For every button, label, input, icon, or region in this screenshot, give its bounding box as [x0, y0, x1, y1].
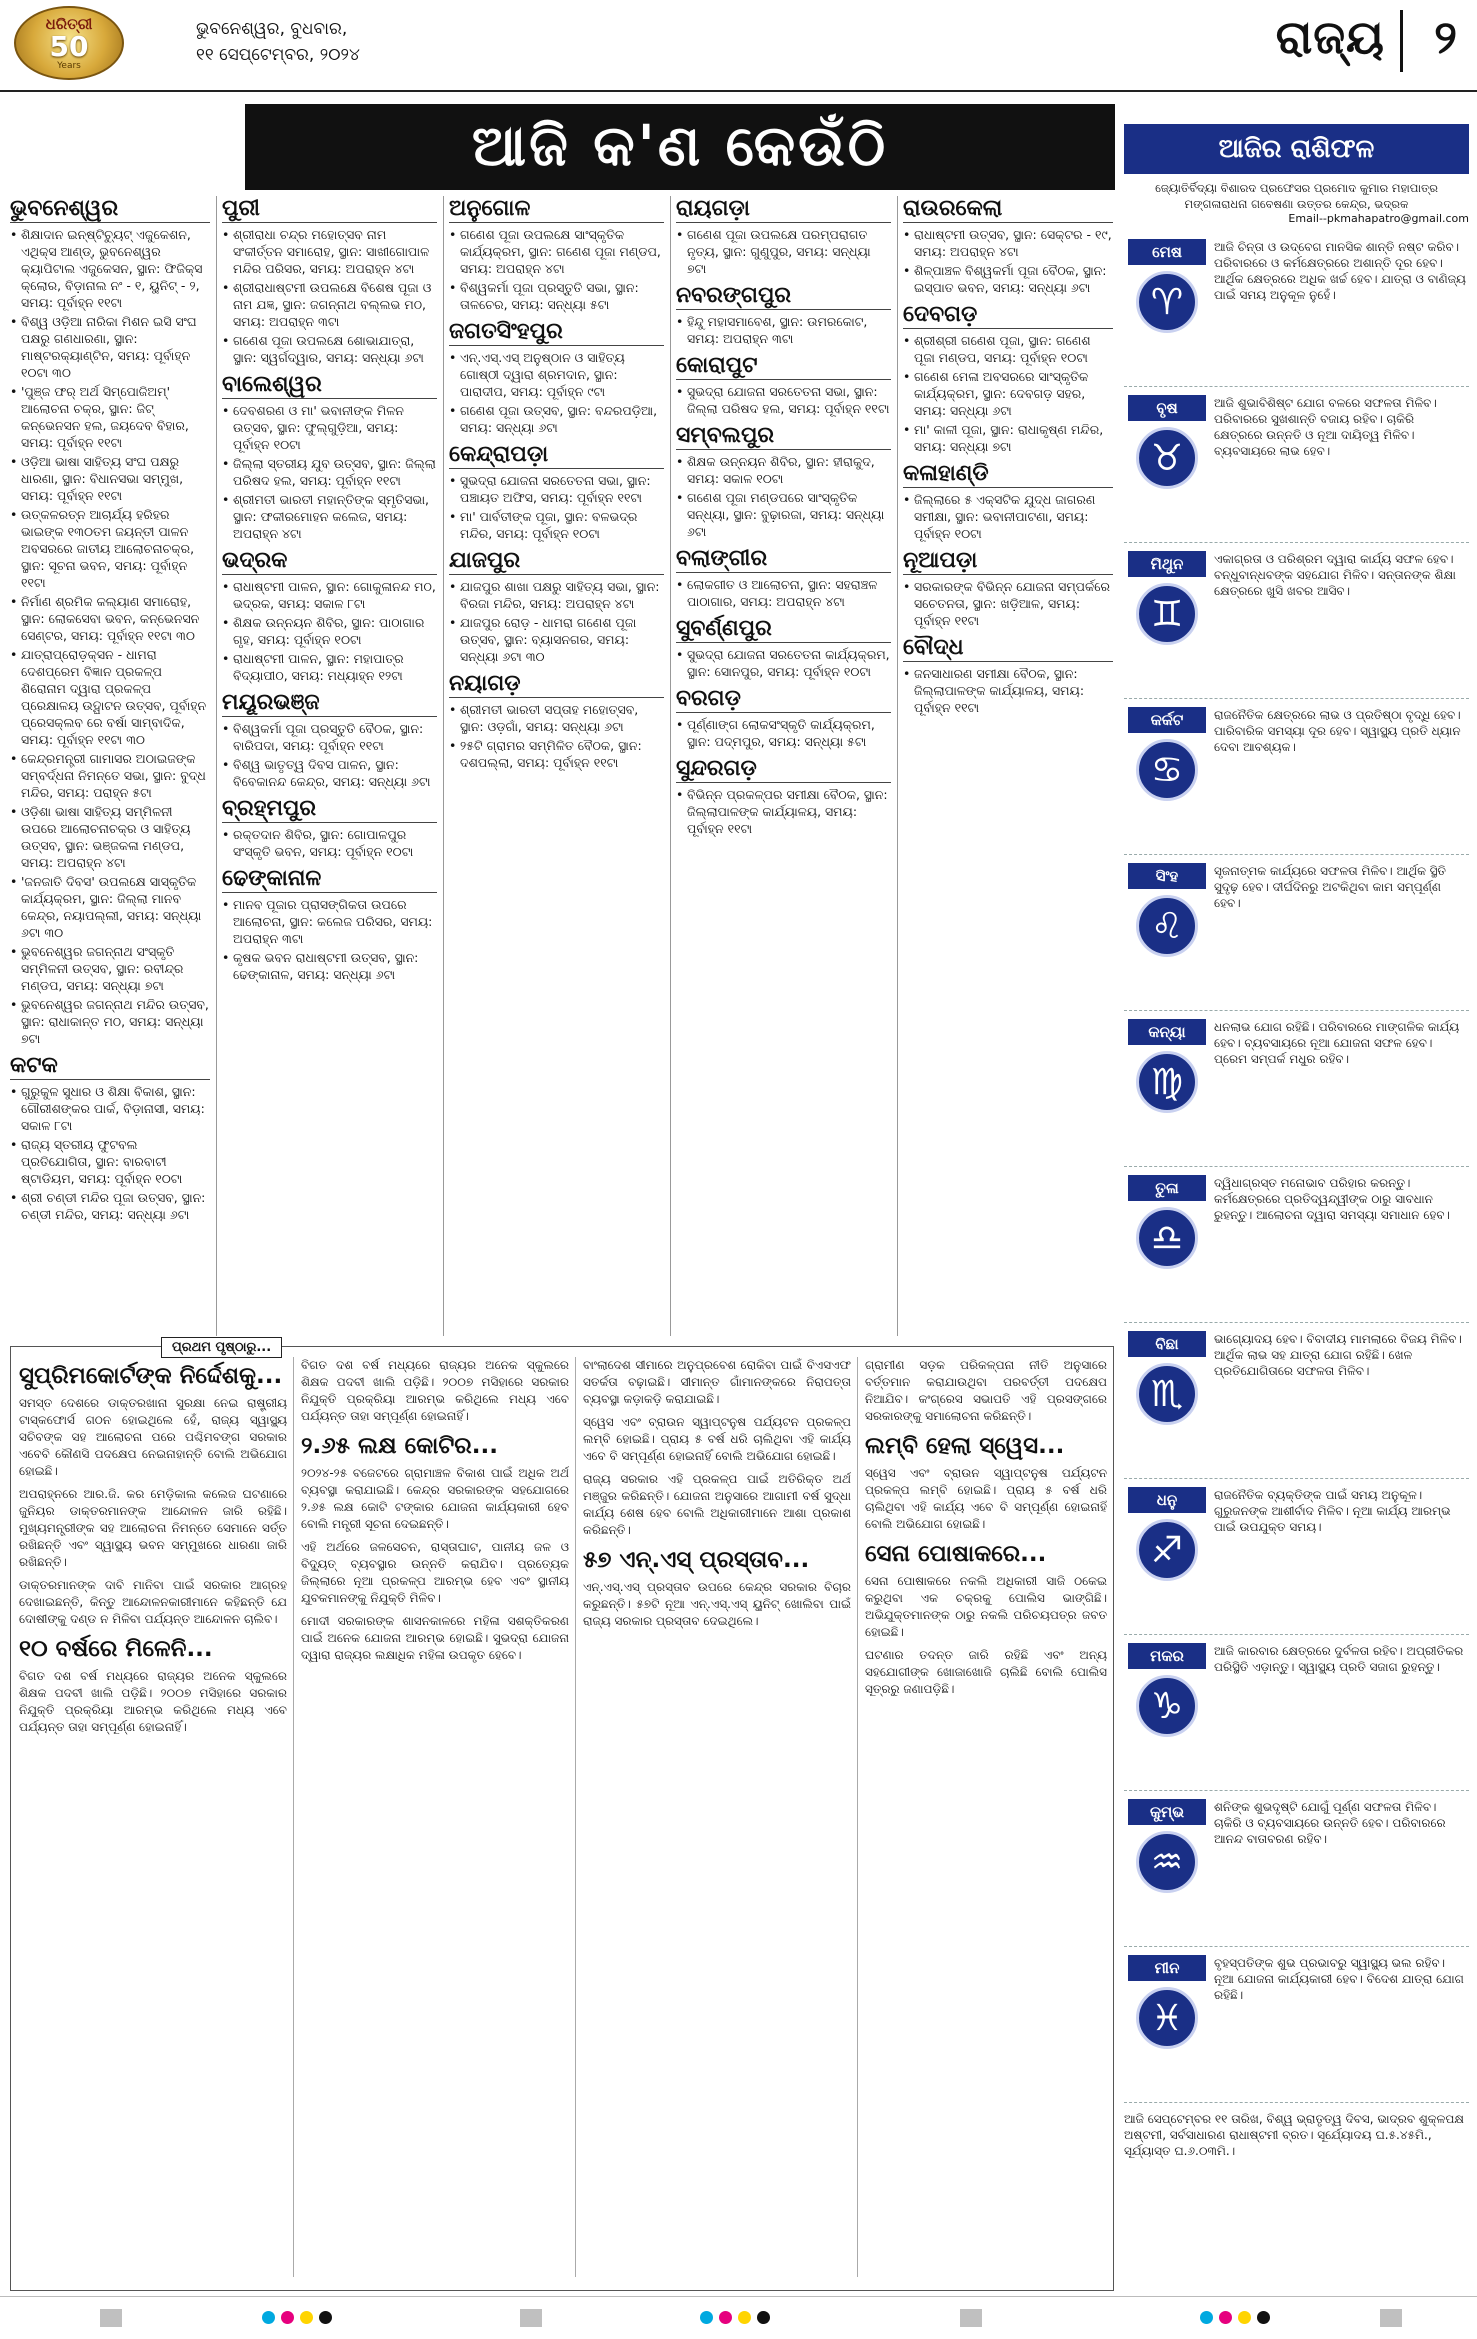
- event-list: [676, 313, 891, 347]
- event-list: [222, 896, 437, 983]
- horoscope-sign-row: [1124, 1323, 1469, 1479]
- event-list: [903, 332, 1113, 455]
- capricorn-icon: ♑: [1136, 1675, 1198, 1737]
- district-block: [449, 319, 664, 436]
- event-list: [10, 226, 210, 1047]
- story-column-3: [583, 1357, 851, 2277]
- event-list: [903, 665, 1113, 716]
- newspaper-logo: [14, 6, 124, 80]
- event-list: [222, 720, 437, 790]
- district-heading: ବଲାଙ୍ଗୀର: [676, 546, 891, 573]
- story-paragraph: ବିଗତ ଦଶ ବର୍ଷ ମଧ୍ୟରେ ରାଜ୍ୟର ଅନେକ ସ୍କୁଲରେ ଶିକ୍ଷକ ପଦବୀ ଖାଲି ପଡ଼ିଛି। ୨୦୦୭ ମସିହାରେ ସରକାର ନିଯୁକ୍ତି ପ୍ରକ୍ରିୟା ଆରମ୍ଭ କରିଥିଲେ ମଧ୍ୟ ଏବେ ପର୍ଯ୍ୟନ୍ତ ତାହା ସମ୍ପୂର୍ଣ୍ଣ ହୋଇନାହିଁ।: [301, 1358, 569, 1423]
- event-list: [903, 226, 1113, 296]
- district-heading: କଳାହାଣ୍ଡି: [903, 461, 1113, 488]
- district-block: [222, 196, 437, 366]
- registration-mark: [1380, 2309, 1402, 2327]
- headline-ten-years: ୧୦ ବର୍ଷରେ ମିଳେନି...: [19, 1636, 213, 1662]
- event-item: • ଭୁବନେଶ୍ୱର ଜଗନ୍ନାଥ ମନ୍ଦିର ଉତ୍ସବ, ସ୍ଥାନ: ରାଧାକାନ୍ତ ମଠ, ସମୟ: ସନ୍ଧ୍ୟା ୭ଟା: [10, 996, 210, 1047]
- event-item: • ମା' ପାର୍ବତୀଙ୍କ ପୂଜା, ସ୍ଥାନ: ବଳଭଦ୍ର ମନ୍ଦିର, ସମୟ: ପୂର୍ବାହ୍ନ ୧୦ଟା: [449, 508, 664, 542]
- logo-years: Years: [57, 61, 81, 71]
- event-list: [676, 226, 891, 277]
- district-block: [676, 283, 891, 347]
- cmyk-dots: [700, 2311, 770, 2324]
- story-paragraph: ବିଗତ ଦଶ ବର୍ଷ ମଧ୍ୟରେ ରାଜ୍ୟର ଅନେକ ସ୍କୁଲରେ ଶିକ୍ଷକ ପଦବୀ ଖାଲି ପଡ଼ିଛି। ୨୦୦୭ ମସିହାରେ ସରକାର ନିଯୁକ୍ତି ପ୍ରକ୍ରିୟା ଆରମ୍ଭ କରିଥିଲେ ମଧ୍ୟ ଏବେ ପର୍ଯ୍ୟନ୍ତ ତାହା ସମ୍ପୂର୍ଣ୍ଣ ହୋଇନାହିଁ।: [19, 1669, 287, 1734]
- sign-prediction: ଆଜି କାରବାର କ୍ଷେତ୍ରରେ ଦୁର୍ବଳତା ରହିବ। ଅପ୍ରୀତିକର ପରିସ୍ଥିତି ଏଡ଼ାନ୍ତୁ। ସ୍ୱାସ୍ଥ୍ୟ ପ୍ରତି ସଜାଗ ରୁହନ୍ତୁ।: [1214, 1644, 1464, 1674]
- district-block: [676, 423, 891, 540]
- district-heading: ଯାଜପୁର: [449, 548, 664, 575]
- event-list: [222, 402, 437, 542]
- astrologer-email: Email--pkmahapatro@gmail.com: [1288, 212, 1469, 225]
- event-item: • ହିନ୍ଦୁ ମହାସମାବେଶ, ସ୍ଥାନ: ଉମରକୋଟ, ସମୟ: ଅପରାହ୍ନ ୩ଟା: [676, 313, 891, 347]
- event-list: [676, 646, 891, 680]
- sign-name-label: ମିଥୁନ: [1128, 551, 1206, 577]
- sign-name-label: ତୁଳା: [1128, 1175, 1206, 1201]
- event-item: • ନିର୍ମାଣ ଶ୍ରମିକ କଲ୍ୟାଣ ସମାରୋହ, ସ୍ଥାନ: ଲୋକସେବା ଭବନ, କନ୍ଭେନସନ ସେଣ୍ଟର, ସମୟ: ପୂର୍ବାହ୍ନ ୧୧ଟା ୩୦: [10, 593, 210, 644]
- taurus-icon: ♉: [1136, 427, 1198, 489]
- district-block: [222, 548, 437, 684]
- district-heading: ନୟାଗଡ଼: [449, 671, 664, 698]
- district-block: [676, 353, 891, 417]
- event-item: • କେନ୍ଦ୍ରମନ୍ତ୍ରୀ ଗାମାସର ଅଠାଇଜଙ୍କ ସମ୍ବର୍ଦ୍ଧନା ନିମନ୍ତେ ସଭା, ସ୍ଥାନ: ବୁଦ୍ଧ ମନ୍ଦିର, ସମୟ: ପରାହ୍ନ ୫ଟା: [10, 750, 210, 801]
- event-item: • ଗଣେଶ ପୂଜା ଉପଲକ୍ଷେ ପରମ୍ପରାଗତ ନୃତ୍ୟ, ସ୍ଥାନ: ଗୁଣୁପୁର, ସମୟ: ସନ୍ଧ୍ୟା ୭ଟା: [676, 226, 891, 277]
- district-heading: ଢେଙ୍କାନାଳ: [222, 866, 437, 893]
- district-heading: ସୁନ୍ଦରଗଡ଼: [676, 756, 891, 783]
- sign-name-label: କୁମ୍ଭ: [1128, 1799, 1206, 1825]
- horoscope-sign-row: [1124, 855, 1469, 1011]
- column-divider: [670, 196, 671, 1336]
- page-number: ୨: [1434, 10, 1457, 64]
- sign-name-label: ମକର: [1128, 1643, 1206, 1669]
- color-swatch: [757, 2311, 770, 2324]
- event-list: [903, 578, 1113, 629]
- event-item: • ଶିକ୍ଷାଦାନ ଇନ୍ଷ୍ଟିଚ୍ୟୁଟ୍ ଏଜୁକେଶନ, ଏଥିକ୍ସ ଆଣ୍ଡ୍, ଭୁବନେଶ୍ୱର କ୍ୟାପିଟାଲ ଏଜୁକେସନ, ସ୍ଥାନ: ଫିଜିକ୍ସ କ୍ଲୋର, ବିଡ଼ାନାଲ ନଂ - ୧, ୟୁନିଟ୍ - ୨, ସମୟ: ପୂର୍ବାହ୍ନ ୧୧ଟା: [10, 226, 210, 311]
- story-paragraph: ଡାକ୍ତରମାନଙ୍କ ଦାବି ମାନିବା ପାଇଁ ସରକାର ଆଗ୍ରହ ଦେଖାଇଛନ୍ତି, କିନ୍ତୁ ଆନ୍ଦୋଳନକାରୀମାନେ କହିଛନ୍ତି ଯେ ଦୋଷୀଙ୍କୁ ଦଣ୍ଡ ନ ମିଳିବା ପର୍ଯ୍ୟନ୍ତ ଆନ୍ଦୋଳନ ଚାଲିବ।: [19, 1578, 287, 1626]
- event-item: • ଗଣେଶ ପୂଜା ଉପଲକ୍ଷେ ଶୋଭାଯାତ୍ରା, ସ୍ଥାନ: ସ୍ୱର୍ଗଦ୍ୱାର, ସମୟ: ସନ୍ଧ୍ୟା ୬ଟା: [222, 332, 437, 366]
- district-block: [676, 756, 891, 837]
- sign-name-label: ବିଛା: [1128, 1331, 1206, 1357]
- event-item: • ରାଧାଷ୍ଟମୀ ଉତ୍ସବ, ସ୍ଥାନ: ସେକ୍ଟର - ୧୯, ସମୟ: ଅପରାହ୍ନ ୪ଟା: [903, 226, 1113, 260]
- event-item: • ଦେବଶରଣ ଓ ମା' ଭବାନୀଙ୍କ ମିଳନ ଉତ୍ସବ, ସ୍ଥାନ: ଫୁଲ୍ଗୁଡ଼ିଆ, ସମୟ: ପୂର୍ବାହ୍ନ ୧୦ଟା: [222, 402, 437, 453]
- pisces-icon: ♓: [1136, 1987, 1198, 2049]
- event-list: [676, 383, 891, 417]
- district-heading: ଅନୁଗୋଳ: [449, 196, 664, 223]
- cmyk-dots: [1200, 2311, 1270, 2324]
- color-swatch: [300, 2311, 313, 2324]
- district-block: [222, 866, 437, 983]
- print-footer: [0, 2296, 1477, 2339]
- event-item: • ରାଧାଷ୍ଟମୀ ପାଳନ, ସ୍ଥାନ: ଗୋକୁଳାନନ୍ଦ ମଠ, ଭଦ୍ରକ, ସମୟ: ସକାଳ ୮ଟା: [222, 578, 437, 612]
- district-heading: ବାଲେଶ୍ୱର: [222, 372, 437, 399]
- event-list: [222, 226, 437, 366]
- event-list: [222, 578, 437, 684]
- event-item: • ଗଣେଶ ପୂଜା ଉପଲକ୍ଷେ ସାଂସ୍କୃତିକ କାର୍ଯ୍ୟକ୍ରମ, ସ୍ଥାନ: ଗଣେଶ ପୂଜା ମଣ୍ଡପ, ସମୟ: ଅପରାହ୍ନ ୪ଟା: [449, 226, 664, 277]
- horoscope-sign-row: [1124, 543, 1469, 699]
- event-item: • ଶିକ୍ଷକ ଉନ୍ନୟନ ଶିବିର, ସ୍ଥାନ: ପାଠାଗାର ଗୃହ, ସମୟ: ପୂର୍ବାହ୍ନ ୧୦ଟା: [222, 614, 437, 648]
- event-item: • ରକ୍ତଦାନ ଶିବିର, ସ୍ଥାନ: ଗୋପାଳପୁର ସଂସ୍କୃତି ଭବନ, ସମୟ: ପୂର୍ବାହ୍ନ ୧୦ଟା: [222, 826, 437, 860]
- event-item: • ଗଣେଶ ମେଳା ଅବସରରେ ସାଂସ୍କୃତିକ କାର୍ଯ୍ୟକ୍ରମ, ସ୍ଥାନ: ଦେବଗଡ଼ ସହର, ସମୟ: ସନ୍ଧ୍ୟା ୬ଟା: [903, 368, 1113, 419]
- color-swatch: [700, 2311, 713, 2324]
- event-item: • ସୁଭଦ୍ରା ଯୋଜନା ସରତେତନା ସଭା, ସ୍ଥାନ: ପଞ୍ଚାୟତ ଅଫିସ, ସମୟ: ପୂର୍ବାହ୍ନ ୧୧ଟା: [449, 472, 664, 506]
- events-banner: ଆଜି କ'ଣ କେଉଁଠି: [245, 104, 1115, 190]
- event-item: • ୨୫ଟି ଗ୍ରାମର ସମ୍ମିଳିତ ବୈଠକ, ସ୍ଥାନ: ଦଶପଲ୍ଲା, ସମୟ: ପୂର୍ବାହ୍ନ ୧୧ଟା: [449, 737, 664, 771]
- aquarius-icon: ♒: [1136, 1831, 1198, 1893]
- event-list: [449, 349, 664, 436]
- sign-name-label: ଧନୁ: [1128, 1487, 1206, 1513]
- story-paragraph: ମୋଦୀ ସରକାରଙ୍କ ଶାସନକାଳରେ ମହିଳା ସଶକ୍ତିକରଣ ପାଇଁ ଅନେକ ଯୋଜନା ଆରମ୍ଭ ହୋଇଛି। ସୁଭଦ୍ରା ଯୋଜନା ଦ୍ୱାରା ରାଜ୍ୟର ଲକ୍ଷାଧିକ ମହିଳା ଉପକୃତ ହେବେ।: [301, 1614, 569, 1662]
- district-heading: ବରଗଡ଼: [676, 686, 891, 713]
- headline-army-uniform: ସେନା ପୋଷାକରେ...: [865, 1541, 1047, 1567]
- story-column-1: [19, 1357, 287, 2277]
- sign-prediction: ସୃଜନାତ୍ମକ କାର୍ଯ୍ୟରେ ସଫଳତା ମିଳିବ। ଆର୍ଥିକ ସ୍ଥିତି ସୁଦୃଢ଼ ହେବ। ଦୀର୍ଘଦିନରୁ ଅଟକିଥିବା କାମ ସମ୍ପୂର୍ଣ୍ଣ ହେବ।: [1214, 864, 1446, 910]
- event-item: • ବିଶ୍ୱକର୍ମା ପୂଜା ପ୍ରସ୍ତୁତି ସଭା, ସ୍ଥାନ: ତାଳଚେର, ସମୟ: ସନ୍ଧ୍ୟା ୫ଟା: [449, 279, 664, 313]
- libra-icon: ♎: [1136, 1207, 1198, 1269]
- sign-name-label: ବୃଷ: [1128, 395, 1206, 421]
- story-paragraph: ବାଂଲାଦେଶ ସୀମାରେ ଅନୁପ୍ରବେଶ ରୋକିବା ପାଇଁ ବିଏସଏଫ ସତର୍କତା ବଢ଼ାଇଛି। ସୀମାନ୍ତ ଗାଁମାନଙ୍କରେ ନିରାପତ୍ତା ବ୍ୟବସ୍ଥା କଡ଼ାକଡ଼ି କରାଯାଇଛି।: [583, 1358, 851, 1406]
- district-block: [676, 686, 891, 750]
- color-swatch: [1219, 2311, 1232, 2324]
- header-divider: [1400, 10, 1403, 72]
- story-paragraph: ଗ୍ରାମୀଣ ସଡ଼କ ପରିକଳ୍ପନା ନୀତି ଅନୁସାରେ ବର୍ତ୍ତମାନ କରାଯାଉଥିବା ପରବର୍ତ୍ତୀ ପଦକ୍ଷେପ ନିଆଯିବ। କଂଗ୍ରେସ ସଭାପତି ଏହି ପ୍ରସଙ୍ଗରେ ସରକାରଙ୍କୁ ସମାଲୋଚନା କରିଛନ୍ତି।: [865, 1358, 1107, 1423]
- event-item: • ଯାଜପୁର ଶାଖା ପକ୍ଷରୁ ସାହିତ୍ୟ ସଭା, ସ୍ଥାନ: ବିରଜା ମନ୍ଦିର, ସମୟ: ଅପରାହ୍ନ ୪ଟା: [449, 578, 664, 612]
- event-item: • ଶ୍ରୀମତୀ ଭାରତୀ ସପ୍ତାହ ମହୋତ୍ସବ, ସ୍ଥାନ: ଓଡ଼ଗାଁ, ସମୟ: ସନ୍ଧ୍ୟା ୬ଟା: [449, 701, 664, 735]
- events-column-1: [10, 196, 210, 1336]
- district-block: [903, 548, 1113, 629]
- column-divider: [897, 196, 898, 1336]
- district-block: [903, 196, 1113, 296]
- horoscope-sign-row: [1124, 1947, 1469, 2103]
- event-item: • ଶିଳ୍ପାଞ୍ଚଳ ବିଶ୍ୱକର୍ମା ପୂଜା ବୈଠକ, ସ୍ଥାନ: ଇସ୍ପାତ ଭବନ, ସମୟ: ସନ୍ଧ୍ୟା ୬ଟା: [903, 262, 1113, 296]
- color-swatch: [1257, 2311, 1270, 2324]
- district-block: [903, 635, 1113, 716]
- sign-prediction: ରାଜନୈତିକ କ୍ଷେତ୍ରରେ ଲାଭ ଓ ପ୍ରତିଷ୍ଠା ବୃଦ୍ଧି ହେବ। ପାରିବାରିକ ସମସ୍ୟା ଦୂର ହେବ। ସ୍ୱାସ୍ଥ୍ୟ ପ୍ରତି ଧ୍ୟାନ ଦେବା ଆବଶ୍ୟକ।: [1214, 708, 1461, 754]
- event-item: • ଶ୍ରୀ ଚଣ୍ଡୀ ମନ୍ଦିର ପୂଜା ଉତ୍ସବ, ସ୍ଥାନ: ଚଣ୍ଡୀ ମନ୍ଦିର, ସମୟ: ସନ୍ଧ୍ୟା ୬ଟା: [10, 1189, 210, 1223]
- story-divider: [293, 1357, 294, 2277]
- district-block: [449, 671, 664, 771]
- district-block: [676, 546, 891, 610]
- logo-anniversary-number: 50: [49, 30, 89, 63]
- event-list: [10, 1083, 210, 1223]
- registration-mark: [520, 2309, 542, 2327]
- color-swatch: [1200, 2311, 1213, 2324]
- event-list: [676, 576, 891, 610]
- district-block: [222, 796, 437, 860]
- story-paragraph: ଘଟଣାର ତଦନ୍ତ ଜାରି ରହିଛି ଏବଂ ଅନ୍ୟ ସହଯୋଗୀଙ୍କ ଖୋଜାଖୋଜି ଚାଲିଛି ବୋଲି ପୋଲିସ ସୂତ୍ରରୁ ଜଣାପଡ଼ିଛି।: [865, 1648, 1107, 1696]
- horoscope-sign-row: [1124, 699, 1469, 855]
- page-header: [0, 0, 1477, 92]
- sagittarius-icon: ♐: [1136, 1519, 1198, 1581]
- district-block: [10, 1053, 210, 1223]
- sign-name-label: ସିଂହ: [1128, 863, 1206, 889]
- event-item: • ବିଶ୍ୱ ଭାତୃତ୍ୱ ଦିବସ ପାଳନ, ସ୍ଥାନ: ବିବେକାନନ୍ଦ କେନ୍ଦ୍ର, ସମୟ: ସନ୍ଧ୍ୟା ୬ଟା: [222, 756, 437, 790]
- event-item: • ଗଣେଶ ପୂଜା ଉତ୍ସବ, ସ୍ଥାନ: ବନ୍ଦରପଡ଼ିଆ, ସମୟ: ସନ୍ଧ୍ୟା ୬ଟା: [449, 402, 664, 436]
- event-item: • ବିଭିନ୍ନ ପ୍ରକଳ୍ପର ସମୀକ୍ଷା ବୈଠକ, ସ୍ଥାନ: ଜିଲ୍ଲାପାଳଙ୍କ କାର୍ଯ୍ୟାଳୟ, ସମୟ: ପୂର୍ବାହ୍ନ ୧୧ଟା: [676, 786, 891, 837]
- horoscope-sign-row: [1124, 1635, 1469, 1791]
- district-block: [903, 302, 1113, 455]
- district-heading: କୋରାପୁଟ: [676, 353, 891, 380]
- virgo-icon: ♍: [1136, 1051, 1198, 1113]
- color-swatch: [1238, 2311, 1251, 2324]
- color-swatch: [262, 2311, 275, 2324]
- event-item: • ବିଶ୍ୱକର୍ମା ପୂଜା ପ୍ରସ୍ତୁତି ବୈଠକ, ସ୍ଥାନ: ବାରିପଦା, ସମୟ: ପୂର୍ବାହ୍ନ ୧୧ଟା: [222, 720, 437, 754]
- story-paragraph: ଅପରାହ୍ନରେ ଆର.ଜି. କର ମେଡ଼ିକାଲ କଲେଜ ଘଟଣାରେ ଜୁନିୟର ଡାକ୍ତରମାନଙ୍କ ଆନ୍ଦୋଳନ ଜାରି ରହିଛି। ମୁଖ୍ୟମନ୍ତ୍ରୀଙ୍କ ସହ ଆଲୋଚନା ନିମନ୍ତେ ସେମାନେ ସର୍ତ୍ତ ରଖିଛନ୍ତି ଏବଂ ସ୍ୱାସ୍ଥ୍ୟ ଭବନ ସମ୍ମୁଖରେ ଧାରଣା ଜାରି ରଖିଛନ୍ତି।: [19, 1487, 287, 1569]
- event-item: • ଲୋକଗୀତ ଓ ଆଲୋଚନା, ସ୍ଥାନ: ସହରାଞ୍ଚଳ ପାଠାଗାର, ସମୟ: ଅପରାହ୍ନ ୪ଟା: [676, 576, 891, 610]
- color-swatch: [281, 2311, 294, 2324]
- district-heading: ମୟୂରଭଞ୍ଜ: [222, 690, 437, 717]
- column-divider: [216, 196, 217, 1336]
- scorpio-icon: ♏: [1136, 1363, 1198, 1425]
- continued-from-front-label: ପ୍ରଥମ ପୃଷ୍ଠାରୁ...: [161, 1337, 282, 1358]
- story-divider: [857, 1357, 858, 2277]
- event-item: • 'ଜନଜାତି ଦିବସ' ଉପଲକ୍ଷେ ସାସ୍କୃତିକ କାର୍ଯ୍ୟକ୍ରମ, ସ୍ଥାନ: ଜିଲ୍ଲା ମାନବ କେନ୍ଦ୍ର, ନୟାପଲ୍ଲୀ, ସମୟ: ସନ୍ଧ୍ୟା ୬ଟା ୩୦: [10, 873, 210, 941]
- sign-name-label: ମେଷ: [1128, 239, 1206, 265]
- horoscope-sign-row: [1124, 231, 1469, 387]
- story-paragraph: ସେନା ପୋଷାକରେ ନକଲି ଅଧିକାରୀ ସାଜି ଠକେଇ କରୁଥିବା ଏକ ଚକ୍ରକୁ ପୋଲିସ ଭାଙ୍ଗିଛି। ଅଭିଯୁକ୍ତମାନଙ୍କ ଠାରୁ ନକଲି ପରିଚୟପତ୍ର ଜବତ ହୋଇଛି।: [865, 1574, 1107, 1639]
- events-column-2: [222, 196, 437, 1336]
- event-item: • କୃଷକ ଭବନ ରାଧାଷ୍ଟମୀ ଉତ୍ସବ, ସ୍ଥାନ: ଢେଙ୍କାନାଳ, ସମୟ: ସନ୍ଧ୍ୟା ୬ଟା: [222, 949, 437, 983]
- story-column-4: [865, 1357, 1107, 2277]
- event-item: • ଶ୍ରୀଶ୍ରୀ ଗଣେଶ ପୂଜା, ସ୍ଥାନ: ଗଣେଶ ପୂଜା ମଣ୍ଡପ, ସମୟ: ପୂର୍ବାହ୍ନ ୧୦ଟା: [903, 332, 1113, 366]
- events-column-4: [676, 196, 891, 1336]
- event-item: • ସୁଭଦ୍ରା ଯୋଜନା ସରତେତନା କାର୍ଯ୍ୟକ୍ରମ, ସ୍ଥାନ: ସୋନପୁର, ସମୟ: ପୂର୍ବାହ୍ନ ୧୦ଟା: [676, 646, 891, 680]
- gemini-icon: ♊: [1136, 583, 1198, 645]
- district-heading: ରାଉରକେଲା: [903, 196, 1113, 223]
- dateline-date: ୧୧ ସେପ୍ଟେମ୍ବର, ୨୦୨୪: [196, 45, 360, 65]
- horoscope-sign-row: [1124, 1167, 1469, 1323]
- district-heading: ସୁବର୍ଣ୍ଣପୁର: [676, 616, 891, 643]
- registration-mark: [100, 2309, 122, 2327]
- sign-prediction: ଆଜି ଶୁଭାବିଶିଷ୍ଟ ଯୋଗ ବଳରେ ସଫଳତା ମିଳିବ। ପରିବାରରେ ସୁଖଶାନ୍ତି ବଜାୟ ରହିବ। ଚାକିରି କ୍ଷେତ୍ରରେ ଉନ୍ନତି ଓ ନୂଆ ଦାୟିତ୍ୱ ମିଳିବ। ବ୍ୟବସାୟରେ ଲାଭ ହେବ।: [1214, 396, 1437, 458]
- story-column-2: [301, 1357, 569, 2277]
- headline-supreme-court: ସୁପ୍ରିମକୋର୍ଟଙ୍କ ନିର୍ଦ୍ଦେଶକୁ...: [19, 1363, 283, 1389]
- event-item: • ଭୁବନେଶ୍ୱର ଜଗନ୍ନାଥ ସଂସ୍କୃତି ସମ୍ମିଳନୀ ଉତ୍ସବ, ସ୍ଥାନ: ରବୀନ୍ଦ୍ର ମଣ୍ଡପ, ସମୟ: ସନ୍ଧ୍ୟା ୭ଟା: [10, 943, 210, 994]
- story-paragraph: ୨୦୨୪-୨୫ ବଜେଟରେ ଗ୍ରାମାଞ୍ଚଳ ବିକାଶ ପାଇଁ ଅଧିକ ଅର୍ଥ ବ୍ୟବସ୍ଥା କରାଯାଇଛି। କେନ୍ଦ୍ର ସରକାରଙ୍କ ସହଯୋଗରେ ୨.୬୫ ଲକ୍ଷ କୋଟି ଟଙ୍କାର ଯୋଜନା କାର୍ଯ୍ୟକାରୀ ହେବ ବୋଲି ମନ୍ତ୍ରୀ ସୂଚନା ଦେଇଛନ୍ତି।: [301, 1466, 569, 1531]
- astrologer-address: ମଙ୍ଗଳାରାଧନା ଗବେଷଣା ଉତ୍ତର କେନ୍ଦ୍ର, ଭଦ୍ରକ: [1184, 197, 1409, 211]
- district-heading: ବ୍ରହ୍ମପୁର: [222, 796, 437, 823]
- sign-prediction: ବୃହସ୍ପତିଙ୍କ ଶୁଭ ପ୍ରଭାବରୁ ସ୍ୱାସ୍ଥ୍ୟ ଭଲ ରହିବ। ନୂଆ ଯୋଜନା କାର୍ଯ୍ୟକାରୀ ହେବ। ବିଦେଶ ଯାତ୍ରା ଯୋଗ ରହିଛି।: [1214, 1956, 1464, 2002]
- district-heading: ଭଦ୍ରକ: [222, 548, 437, 575]
- district-heading: ପୁରୀ: [222, 196, 437, 223]
- sign-prediction: ଧନଲାଭ ଯୋଗ ରହିଛି। ପରିବାରରେ ମାଙ୍ଗଳିକ କାର୍ଯ୍ୟ ହେବ। ବ୍ୟବସାୟରେ ନୂଆ ଯୋଜନା ସଫଳ ହେବ। ପ୍ରେମ ସମ୍ପର୍କ ମଧୁର ରହିବ।: [1214, 1020, 1460, 1066]
- story-divider: [575, 1357, 576, 2277]
- event-list: [449, 578, 664, 665]
- horoscope-sign-row: [1124, 1791, 1469, 1947]
- sign-name-label: କନ୍ୟା: [1128, 1019, 1206, 1045]
- event-item: • ଯାଜପୁର ରୋଡ଼ - ଧାମରା ଗଣେଶ ପୂଜା ଉତ୍ସବ, ସ୍ଥାନ: ବ୍ୟାସନଗର, ସମୟ: ସନ୍ଧ୍ୟା ୬ଟା ୩୦: [449, 614, 664, 665]
- event-item: • ଏନ୍.ଏସ୍.ଏସ୍ ଅନୁଷ୍ଠାନ ଓ ସାହିତ୍ୟ ଗୋଷ୍ଠୀ ଦ୍ୱାରା ଶ୍ରମଦାନ, ସ୍ଥାନ: ପାରାଦୀପ, ସମୟ: ପୂର୍ବାହ୍ନ ୯ଟା: [449, 349, 664, 400]
- event-item: • ଜିଲ୍ଲା ସ୍ତରୀୟ ଯୁବ ଉତ୍ସବ, ସ୍ଥାନ: ଜିଲ୍ଲା ପରିଷଦ ହଲ, ସମୟ: ପୂର୍ବାହ୍ନ ୧୧ଟା: [222, 455, 437, 489]
- event-item: • ଯାତ୍ରାପ୍ରୋଡ଼କ୍ସନ - ଧାମରା ଦେଶପ୍ରେମ ବିଜ୍ଞାନ ପ୍ରକଳ୍ପ ଶିରୋନାମ ଦ୍ୱାରା ପ୍ରକଳ୍ପ ପ୍ରେକ୍ଷାଳୟ ଉଦ୍ଘାଟନ ଉତ୍ସବ, ପୂର୍ବାହ୍ନ ପ୍ରେସକ୍ଲବ ରେ ବର୍ଷା ସାମ୍ବାଦିକ, ସମୟ: ପୂର୍ବାହ୍ନ ୧୧ଟା ୩୦: [10, 646, 210, 748]
- event-item: • ପୂର୍ଣ୍ଣାଙ୍ଗ ଲୋକସଂସ୍କୃତି କାର୍ଯ୍ୟକ୍ରମ, ସ୍ଥାନ: ପଦ୍ମପୁର, ସମୟ: ସନ୍ଧ୍ୟା ୫ଟା: [676, 716, 891, 750]
- horoscope-sign-row: [1124, 1011, 1469, 1167]
- color-swatch: [719, 2311, 732, 2324]
- event-item: • ଶିକ୍ଷକ ଉନ୍ନୟନ ଶିବିର, ସ୍ଥାନ: ହୀରାକୁଦ, ସମୟ: ସକାଳ ୧୦ଟା: [676, 453, 891, 487]
- sign-prediction: ଏକାଗ୍ରତା ଓ ପରିଶ୍ରମ ଦ୍ୱାରା କାର୍ଯ୍ୟ ସଫଳ ହେବ। ବନ୍ଧୁବାନ୍ଧବଙ୍କ ସହଯୋଗ ମିଳିବ। ସନ୍ତାନଙ୍କ ଶିକ୍ଷା କ୍ଷେତ୍ରରେ ଖୁସି ଖବର ଆସିବ।: [1214, 552, 1456, 598]
- district-heading: ଭୁବନେଶ୍ୱର: [10, 196, 210, 223]
- sign-name-label: କର୍କଟ: [1128, 707, 1206, 733]
- district-block: [903, 461, 1113, 542]
- event-item: • ସୁଭଦ୍ରା ଯୋଜନା ସରତେତନା ସଭା, ସ୍ଥାନ: ଜିଲ୍ଲା ପରିଷଦ ହଲ, ସମୟ: ପୂର୍ବାହ୍ନ ୧୧ଟା: [676, 383, 891, 417]
- event-item: • ମାନବ ପୂଜାର ପ୍ରାସଙ୍ଗିକତା ଉପରେ ଆଲୋଚନା, ସ୍ଥାନ: କଲେଜ ପରିସର, ସମୟ: ଅପରାହ୍ନ ୩ଟା: [222, 896, 437, 947]
- district-block: [449, 548, 664, 665]
- astrologer-name: ଜ୍ୟୋତିର୍ବିଦ୍ୟା ବିଶାରଦ ପ୍ରଫେସର ପ୍ରମୋଦ କୁମାର ମହାପାତ୍ର: [1155, 181, 1438, 195]
- district-heading: ରାୟଗଡ଼ା: [676, 196, 891, 223]
- event-item: • ଓଡ଼ିଶା ଭାଷା ସାହିତ୍ୟ ସମ୍ମିଳନୀ ଉପରେ ଆଲୋଚନାଚକ୍ର ଓ ସାହିତ୍ୟ ଉତ୍ସବ, ସ୍ଥାନ: ଭଞ୍ଜକଳା ମଣ୍ଡପ, ସମୟ: ଅପରାହ୍ନ ୪ଟା: [10, 803, 210, 871]
- district-heading: କଟକ: [10, 1053, 210, 1080]
- event-item: • 'ପୁଞ୍ଜ ଫର୍ ଅର୍ଥ ସିମ୍ପୋଜିଅମ୍' ଆଲୋଚନା ଚକ୍ର, ସ୍ଥାନ: ଜିଟ୍ କନ୍ଭେନସନ ହଲ, ଜୟଦେବ ବିହାର, ସମୟ: ପୂର୍ବାହ୍ନ ୧୧ଟା: [10, 383, 210, 451]
- district-heading: ଦେବଗଡ଼: [903, 302, 1113, 329]
- district-block: [676, 616, 891, 680]
- sign-name-label: ମୀନ: [1128, 1955, 1206, 1981]
- event-list: [449, 472, 664, 542]
- event-list: [222, 826, 437, 860]
- district-heading: ବୌଦ୍ଧ: [903, 635, 1113, 662]
- leo-icon: ♌: [1136, 895, 1198, 957]
- sign-prediction: ରାଜନୈତିକ ବ୍ୟକ୍ତିଙ୍କ ପାଇଁ ସମୟ ଅନୁକୂଳ। ଗୁରୁଜନଙ୍କ ଆଶୀର୍ବାଦ ମିଳିବ। ନୂଆ କାର୍ଯ୍ୟ ଆରମ୍ଭ ପାଇଁ ଉପଯୁକ୍ତ ସମୟ।: [1214, 1488, 1451, 1534]
- aries-icon: ♈: [1136, 271, 1198, 333]
- event-list: [676, 716, 891, 750]
- section-title: ରାଜ୍ୟ: [1275, 10, 1385, 64]
- event-item: • ସରକାରଙ୍କ ବିଭିନ୍ନ ଯୋଜନା ସମ୍ପର୍କରେ ସଚେତନତା, ସ୍ଥାନ: ଖଡ଼ିଆଳ, ସମୟ: ପୂର୍ବାହ୍ନ ୧୧ଟା: [903, 578, 1113, 629]
- district-heading: ନବରଙ୍ଗପୁର: [676, 283, 891, 310]
- event-item: • ଶ୍ରୀରାଧା ଚନ୍ଦ୍ର ମହୋତ୍ସବ ନାମ ସଂକୀର୍ତ୍ତନ ସମାରୋହ, ସ୍ଥାନ: ସାଖୀଗୋପାଳ ମନ୍ଦିର ପରିସର, ସମୟ: ଅପରାହ୍ନ ୪ଟା: [222, 226, 437, 277]
- district-block: [449, 442, 664, 542]
- event-item: • ରାଧାଷ୍ଟମୀ ପାଳନ, ସ୍ଥାନ: ମହାପାତ୍ର ବିଦ୍ୟାପୀଠ, ସମୟ: ମଧ୍ୟାହ୍ନ ୧୨ଟା: [222, 650, 437, 684]
- district-block: [676, 196, 891, 277]
- horoscope-signs: [1124, 231, 1469, 2103]
- dateline-place: ଭୁବନେଶ୍ୱର, ବୁଧବାର,: [196, 19, 348, 39]
- story-paragraph: ସ୍ୱେସ ଏବଂ ବ୍ରାଉନ ସ୍ୱାପ୍ଟନୁଷ ପର୍ଯ୍ୟଟନ ପ୍ରକଳ୍ପ ଲମ୍ବି ହୋଇଛି। ପ୍ରାୟ ୫ ବର୍ଷ ଧରି ଚାଲିଥିବା ଏହି କାର୍ଯ୍ୟ ଏବେ ବି ସମ୍ପୂର୍ଣ୍ଣ ହୋଇନାହିଁ ବୋଲି ଅଭିଯୋଗ ହୋଇଛି।: [865, 1466, 1107, 1531]
- continued-stories-box: [10, 1340, 1114, 2291]
- events-column-5: [903, 196, 1113, 1336]
- district-block: [10, 196, 210, 1047]
- district-block: [222, 372, 437, 542]
- district-heading: କେନ୍ଦ୍ରାପଡ଼ା: [449, 442, 664, 469]
- story-paragraph: ରାଜ୍ୟ ସରକାର ଏହି ପ୍ରକଳ୍ପ ପାଇଁ ଅତିରିକ୍ତ ଅର୍ଥ ମଞ୍ଜୁର କରିଛନ୍ତି। ଯୋଜନା ଅନୁସାରେ ଆଗାମୀ ବର୍ଷ ସୁଦ୍ଧା କାର୍ଯ୍ୟ ଶେଷ ହେବ ବୋଲି ଅଧିକାରୀମାନେ ଆଶା ପ୍ରକାଶ କରିଛନ୍ତି।: [583, 1472, 851, 1537]
- event-item: • ମା' କାଳୀ ପୂଜା, ସ୍ଥାନ: ରାଧାକୃଷ୍ଣ ମନ୍ଦିର, ସମୟ: ସନ୍ଧ୍ୟା ୭ଟା: [903, 421, 1113, 455]
- horoscope-panel: [1124, 124, 1469, 2284]
- event-item: • ଓଡ଼ିଆ ଭାଷା ସାହିତ୍ୟ ସଂଘ ପକ୍ଷରୁ ଧାରଣା, ସ୍ଥାନ: ବିଧାନସଭା ସମ୍ମୁଖ, ସମୟ: ପୂର୍ବାହ୍ନ ୧୧ଟା: [10, 453, 210, 504]
- story-paragraph: ସ୍ୱେସ ଏବଂ ବ୍ରାଉନ ସ୍ୱାପ୍ଟନୁଷ ପର୍ଯ୍ୟଟନ ପ୍ରକଳ୍ପ ଲମ୍ବି ହୋଇଛି। ପ୍ରାୟ ୫ ବର୍ଷ ଧରି ଚାଲିଥିବା ଏହି କାର୍ଯ୍ୟ ଏବେ ବି ସମ୍ପୂର୍ଣ୍ଣ ହୋଇନାହିଁ ବୋଲି ଅଭିଯୋଗ ହୋଇଛି।: [583, 1415, 851, 1463]
- event-item: • ରାଜ୍ୟ ସ୍ତରୀୟ ଫୁଟବଲ ପ୍ରତିଯୋଗିତା, ସ୍ଥାନ: ବାରବାଟୀ ଷ୍ଟାଡିୟମ, ସମୟ: ପୂର୍ବାହ୍ନ ୧୦ଟା: [10, 1136, 210, 1187]
- story-paragraph: ସମସ୍ତ ଦେଶରେ ଡାକ୍ତରଖାନା ସୁରକ୍ଷା ନେଇ ରାଷ୍ଟ୍ରୀୟ ଟାସ୍କଫୋର୍ସ ଗଠନ ହୋଇଥିଲେ ହେଁ, ରାଜ୍ୟ ସ୍ୱାସ୍ଥ୍ୟ ସଚିବଙ୍କ ସହ ଆଲୋଚନା ପରେ ପଶ୍ଚିମବଙ୍ଗ ସରକାର ଏବେବି କୌଣସି ପଦକ୍ଷେପ ନେଇନାହାନ୍ତି ବୋଲି ଅଭିଯୋଗ ହୋଇଛି।: [19, 1396, 287, 1478]
- district-heading: ଜଗତସିଂହପୁର: [449, 319, 664, 346]
- color-swatch: [738, 2311, 751, 2324]
- district-heading: ସମ୍ବଲପୁର: [676, 423, 891, 450]
- logo-title: ଧରିତ୍ରୀ: [45, 15, 93, 33]
- event-list: [676, 786, 891, 837]
- sign-prediction: ଶନିଙ୍କ ଶୁଭଦୃଷ୍ଟି ଯୋଗୁଁ ପୂର୍ଣ୍ଣ ସଫଳତା ମିଳିବ। ଚାକିରି ଓ ବ୍ୟବସାୟରେ ଉନ୍ନତି ହେବ। ପରିବାରରେ ଆନନ୍ଦ ବାତାବରଣ ରହିବ।: [1214, 1800, 1446, 1846]
- district-block: [449, 196, 664, 313]
- event-item: • ଗୁରୁକୁଳ ସୁଧାର ଓ ଶିକ୍ଷା ବିକାଶ, ସ୍ଥାନ: ଗୌରୀଶଙ୍କର ପାର୍କ, ବିଡ଼ାନାସୀ, ସମୟ: ସକାଳ ୮ଟା: [10, 1083, 210, 1134]
- event-list: [903, 491, 1113, 542]
- event-item: • ବିଶ୍ୱ ଓଡ଼ିଆ ନାରିକା ମିଶନ ଇସି ସଂଘ ପକ୍ଷରୁ ଗଣଧାରଣା, ସ୍ଥାନ: ମାଷ୍ଟରକ୍ୟାଣ୍ଟିନ, ସମୟ: ପୂର୍ବାହ୍ନ ୧୦ଟା ୩୦: [10, 313, 210, 381]
- sign-prediction: ଦ୍ୱିଧାଗ୍ରସ୍ତ ମନୋଭାବ ପରିହାର କରନ୍ତୁ। କର୍ମକ୍ଷେତ୍ରରେ ପ୍ରତିଦ୍ୱନ୍ଦ୍ୱୀଙ୍କ ଠାରୁ ସାବଧାନ ରୁହନ୍ତୁ। ଆଲୋଚନା ଦ୍ୱାରା ସମସ୍ୟା ସମାଧାନ ହେବ।: [1214, 1176, 1450, 1222]
- horoscope-sign-row: [1124, 1479, 1469, 1635]
- almanac-note: ଆଜି ସେପ୍ଟେମ୍ବର ୧୧ ତାରିଖ, ବିଶ୍ୱ ଭ୍ରାତୃତ୍ୱ ଦିବସ, ଭାଦ୍ରବ ଶୁକ୍ଳପକ୍ଷ ଅଷ୍ଟମୀ, ସର୍ବସାଧାରଣ ରାଧାଷ୍ଟମୀ ବ୍ରତ। ସୂର୍ଯ୍ୟୋଦୟ ଘ.୫.୪୫ମି., ସୂର୍ଯ୍ୟାସ୍ତ ଘ.୬.୦୩ମି.।: [1124, 2112, 1465, 2158]
- event-list: [676, 453, 891, 540]
- headline-lakh-crore: ୨.୬୫ ଲକ୍ଷ କୋଟିର...: [301, 1433, 498, 1459]
- cmyk-dots: [262, 2311, 332, 2324]
- horoscope-title: ଆଜିର ରାଶିଫଳ: [1124, 124, 1469, 174]
- story-paragraph: ଏହି ଅର୍ଥରେ ଜଳସେଚନ, ରାସ୍ତାଘାଟ, ପାନୀୟ ଜଳ ଓ ବିଦ୍ୟୁତ୍ ବ୍ୟବସ୍ଥାର ଉନ୍ନତି କରାଯିବ। ପ୍ରତ୍ୟେକ ଜିଲ୍ଲାରେ ନୂଆ ପ୍ରକଳ୍ପ ଆରମ୍ଭ ହେବ ଏବଂ ସ୍ଥାନୀୟ ଯୁବକମାନଙ୍କୁ ନିଯୁକ୍ତି ମିଳିବ।: [301, 1540, 569, 1605]
- event-item: • ଶ୍ରୀରାଧାଷ୍ଟମୀ ଉପଲକ୍ଷେ ବିଶେଷ ପୂଜା ଓ ନାମ ଯଜ୍ଞ, ସ୍ଥାନ: ଜଗନ୍ନାଥ ବଲ୍ଲଭ ମଠ, ସମୟ: ଅପରାହ୍ନ ୩ଟା: [222, 279, 437, 330]
- horoscope-sign-row: [1124, 387, 1469, 543]
- story-paragraph: ଏନ୍.ଏସ୍.ଏସ୍ ପ୍ରସ୍ତାବ ଉପରେ କେନ୍ଦ୍ର ସରକାର ବିଚାର କରୁଛନ୍ତି। ୫୭ଟି ନୂଆ ଏନ୍.ଏସ୍.ଏସ୍ ୟୁନିଟ୍ ଖୋଲିବା ପାଇଁ ରାଜ୍ୟ ସରକାର ପ୍ରସ୍ତାବ ଦେଇଥିଲେ।: [583, 1580, 851, 1628]
- sign-prediction: ଭାଗ୍ୟୋଦୟ ହେବ। ବିବାଦୀୟ ମାମଲାରେ ବିଜୟ ମିଳିବ। ଆର୍ଥିକ ଲାଭ ସହ ଯାତ୍ରା ଯୋଗ ରହିଛି। ଖେଳ ପ୍ରତିଯୋଗିତାରେ ସଫଳତା ମିଳିବ।: [1214, 1332, 1462, 1378]
- event-item: • ଗଣେଶ ପୂଜା ମଣ୍ଡପରେ ସାଂସ୍କୃତିକ ସନ୍ଧ୍ୟା, ସ୍ଥାନ: ବୁଢ଼ାରଜା, ସମୟ: ସନ୍ଧ୍ୟା ୬ଟା: [676, 489, 891, 540]
- event-list: [449, 701, 664, 771]
- event-item: • ଜନସାଧାରଣ ସମୀକ୍ଷା ବୈଠକ, ସ୍ଥାନ: ଜିଲ୍ଲାପାଳଙ୍କ କାର୍ଯ୍ୟାଳୟ, ସମୟ: ପୂର୍ବାହ୍ନ ୧୧ଟା: [903, 665, 1113, 716]
- column-divider: [443, 196, 444, 1336]
- district-heading: ନୂଆପଡ଼ା: [903, 548, 1113, 575]
- dateline: [196, 16, 360, 68]
- color-swatch: [319, 2311, 332, 2324]
- event-item: • ଶ୍ରୀମତୀ ଭାରତୀ ମହାନ୍ତିଙ୍କ ସ୍ମୃତିସଭା, ସ୍ଥାନ: ଫକୀରମୋହନ କଲେଜ, ସମୟ: ଅପରାହ୍ନ ୪ଟା: [222, 491, 437, 542]
- events-column-3: [449, 196, 664, 1336]
- cancer-icon: ♋: [1136, 739, 1198, 801]
- event-item: • ଉତ୍କଳରତ୍ନ ଆଚାର୍ଯ୍ୟ ହରିହର ଭାଇଙ୍କ ୧୩୦ତମ ଜୟନ୍ତୀ ପାଳନ ଅବସରରେ ଜାତୀୟ ଆଲୋଚନାଚକ୍ର, ସ୍ଥାନ: ସୂଚନା ଭବନ, ସମୟ: ପୂର୍ବାହ୍ନ ୧୧ଟା: [10, 506, 210, 591]
- event-list: [449, 226, 664, 313]
- event-item: • ଜିଲ୍ଲାରେ ୫ ଏକ୍ସଟିକ ଯୁଦ୍ଧ ଜାଗରଣ ସମୀକ୍ଷା, ସ୍ଥାନ: ଭବାନୀପାଟଣା, ସମୟ: ପୂର୍ବାହ୍ନ ୧୦ଟା: [903, 491, 1113, 542]
- registration-mark: [960, 2309, 982, 2327]
- headline-nss-proposal: ୫୭ ଏନ୍.ଏସ୍ ପ୍ରସ୍ତାବ...: [583, 1547, 810, 1573]
- district-block: [222, 690, 437, 790]
- headline-hall-swiss: ଲମ୍ବି ହେଲା ସ୍ୱେସ...: [865, 1433, 1065, 1459]
- sign-prediction: ଆଜି ଚିନ୍ତା ଓ ଉଦ୍ବେଗ ମାନସିକ ଶାନ୍ତି ନଷ୍ଟ କରିବ। ପରିବାରରେ ଓ କର୍ମକ୍ଷେତ୍ରରେ ଅଶାନ୍ତି ଦୂର ହେବ। ଆର୍ଥିକ କ୍ଷେତ୍ରରେ ଅଧିକ ଖର୍ଚ୍ଚ ହେବ। ଯାତ୍ରା ଓ ବାଣିଜ୍ୟ ପାଇଁ ସମୟ ଅନୁକୂଳ ନୁହେଁ।: [1214, 240, 1466, 302]
